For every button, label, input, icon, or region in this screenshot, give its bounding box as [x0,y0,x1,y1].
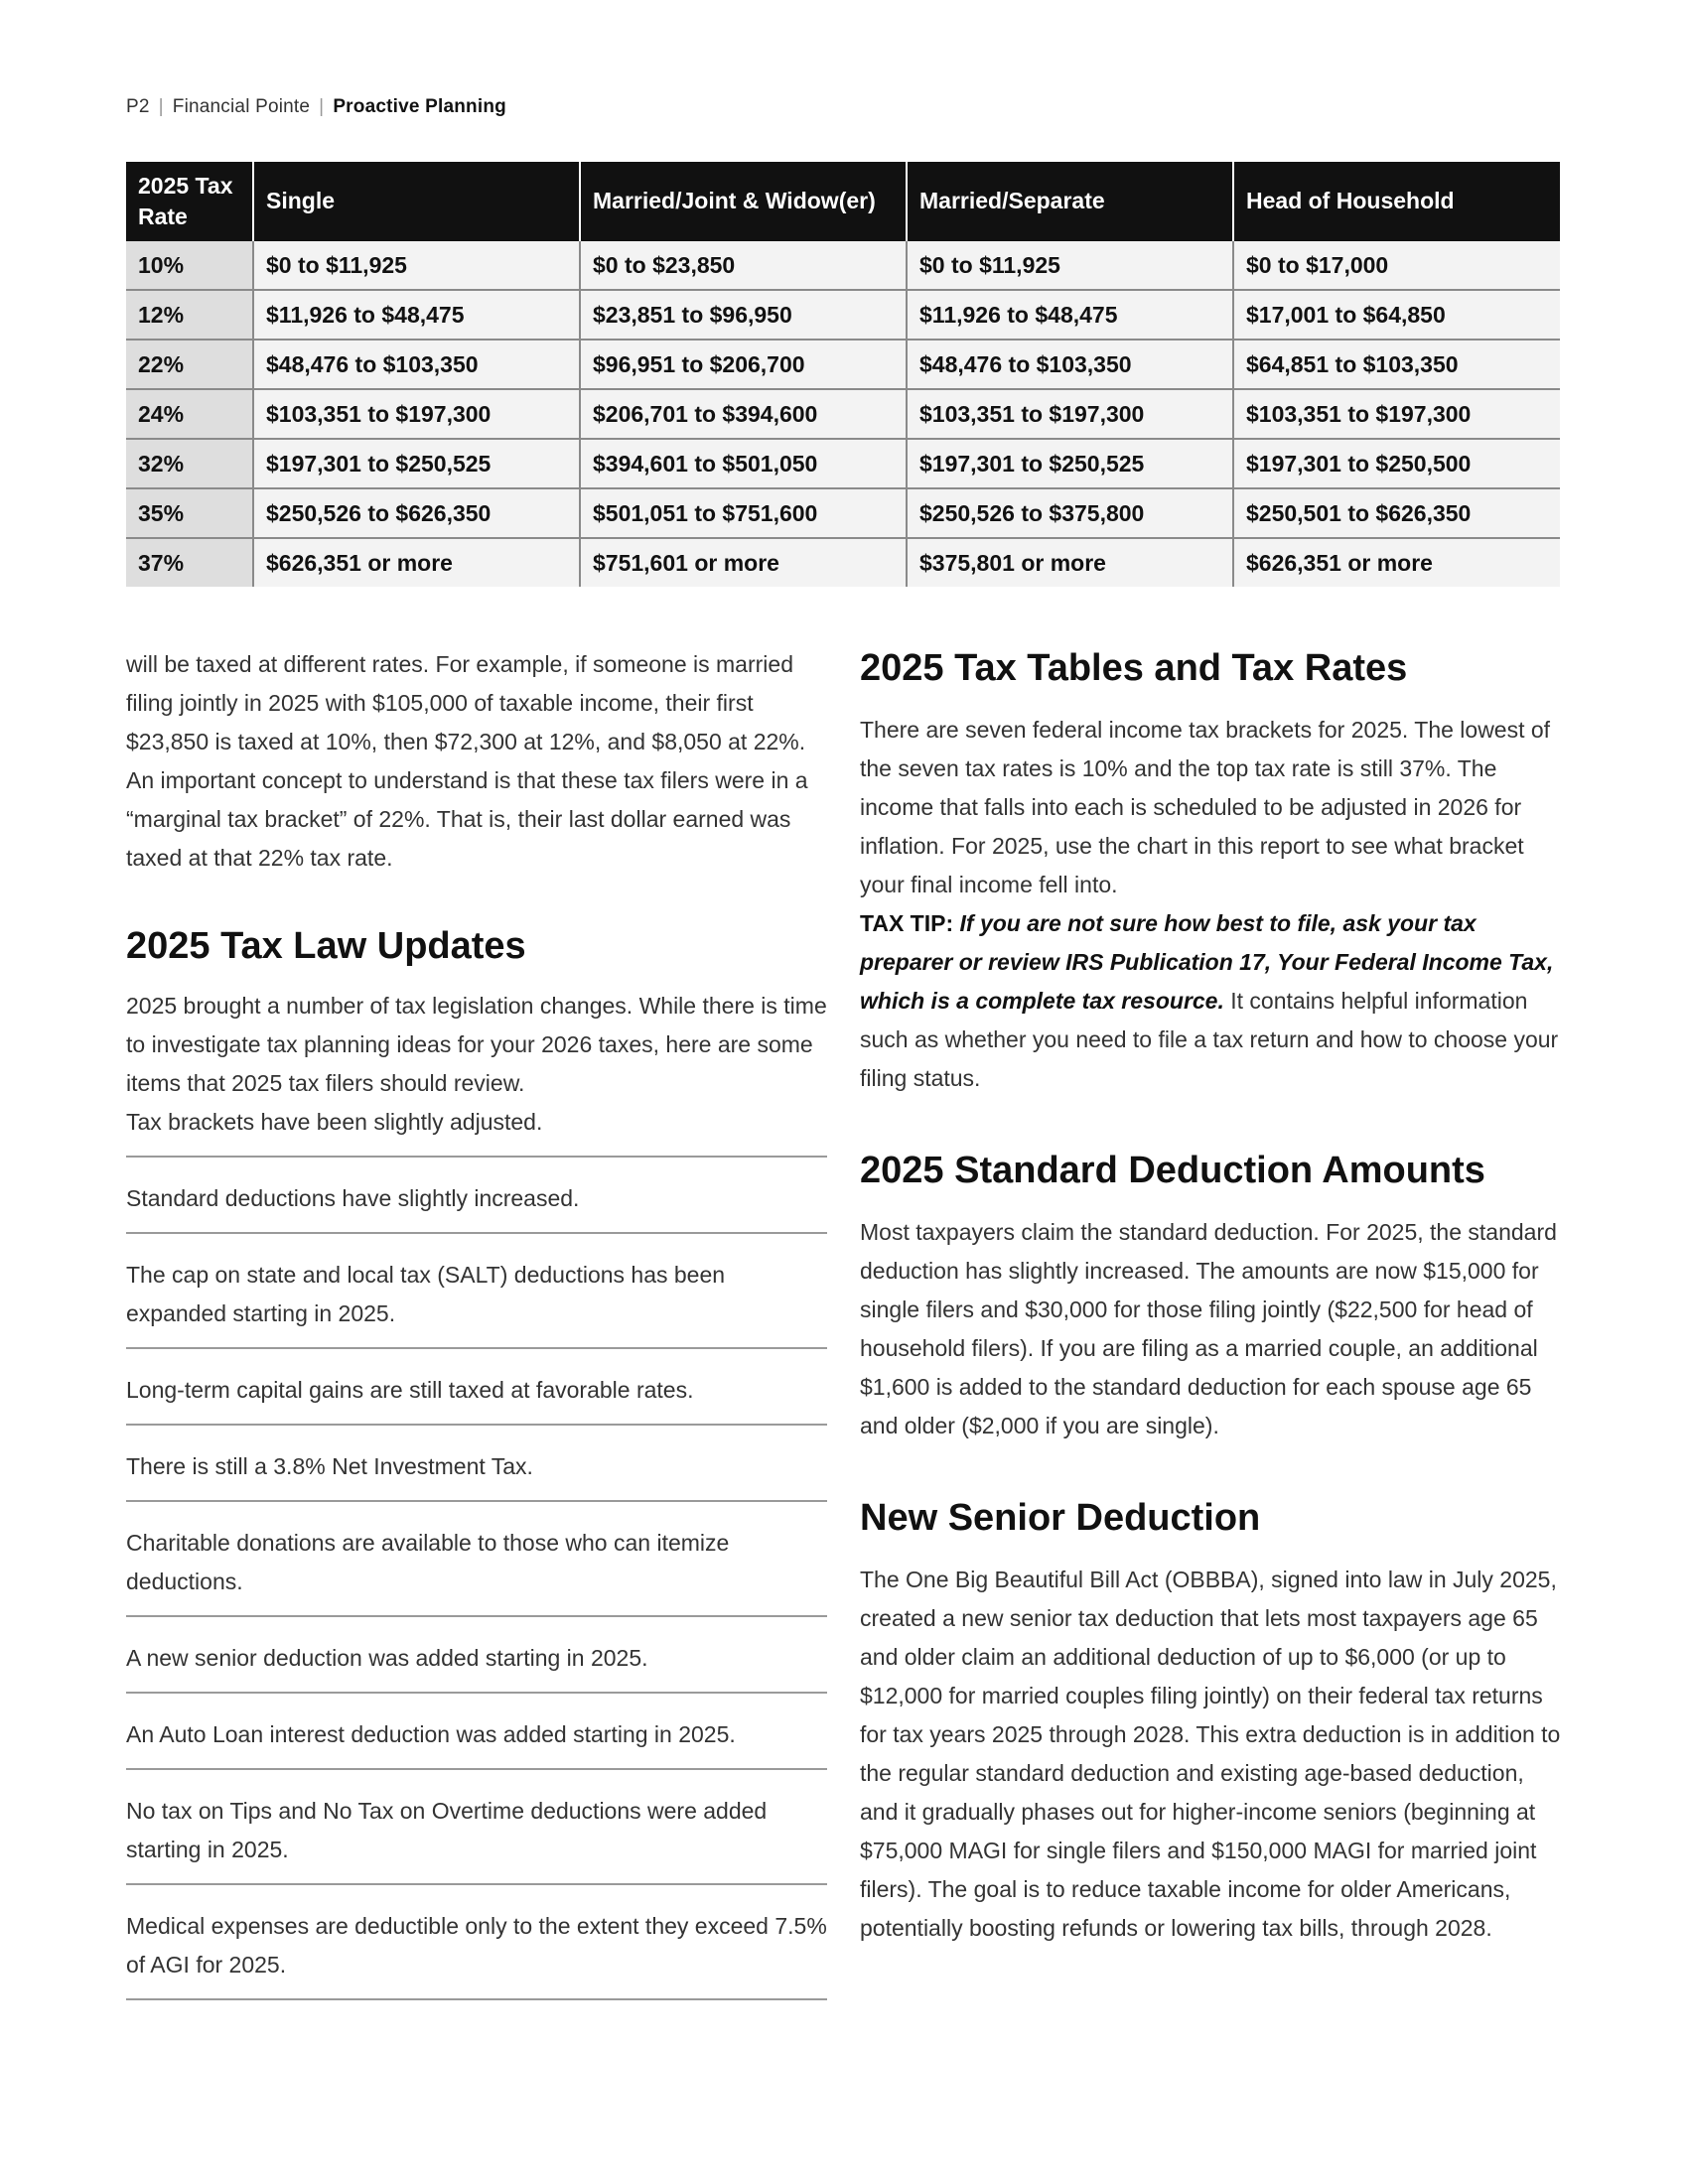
cell-married-joint: $501,051 to $751,600 [580,488,907,538]
column-header-single: Single [253,162,580,241]
cell-married-separate: $48,476 to $103,350 [907,340,1233,389]
tax-tip-rest: It contains helpful information such as whether you need to file a tax return and how to choose your filing status. [860,988,1559,1091]
header-separator: | [319,96,325,117]
tax-rate-table [126,162,1560,587]
list-item: No tax on Tips and No Tax on Overtime deductions were added starting in 2025. [126,1792,827,1885]
list-item: Medical expenses are deductible only to the extent they exceed 7.5% of AGI for 2025. [126,1907,827,2000]
list-item: A new senior deduction was added starting in 2025. [126,1639,827,1694]
tax-law-updates-list [126,1103,827,2000]
standard-deduction-heading: 2025 Standard Deduction Amounts [860,1150,1485,1191]
tax-tip [860,904,1561,1098]
tax-tip-emphasis: If you are not sure how best to file, ask your tax preparer or review IRS Publication 17, Your Federal Income Tax, which is a complete tax resource. [860,910,1554,1014]
list-item: Tax brackets have been slightly adjusted. [126,1103,827,1158]
cell-rate: 12% [126,290,253,340]
cell-head-of-household: $250,501 to $626,350 [1233,488,1560,538]
column-header-married-separate: Married/Separate [907,162,1233,241]
table-header-row [126,162,1560,241]
cell-married-separate: $0 to $11,925 [907,241,1233,290]
cell-married-joint: $0 to $23,850 [580,241,907,290]
cell-rate: 24% [126,389,253,439]
tax-tables-heading: 2025 Tax Tables and Tax Rates [860,647,1408,689]
cell-single: $197,301 to $250,525 [253,439,580,488]
list-item: Long-term capital gains are still taxed at favorable rates. [126,1371,827,1426]
cell-rate: 22% [126,340,253,389]
header-separator: | [158,96,164,117]
column-header-rate: 2025 Tax Rate [126,162,253,241]
cell-single: $103,351 to $197,300 [253,389,580,439]
cell-married-joint: $206,701 to $394,600 [580,389,907,439]
senior-deduction-paragraph: The One Big Beautiful Bill Act (OBBBA), signed into law in July 2025, created a new senior tax deduction that lets most taxpayers age 65 and older claim an additional deduction of up to $6,000 (or up to $12,000 for married couples filing jointly) on their federal tax returns for tax years 2025 through 2028. This extra deduction is in addition to the regular standard deduction and existing age-based deduction, and it gradually phases out for higher-income seniors (beginning at $75,000 MAGI for single filers and $150,000 MAGI for married joint filers). The goal is to reduce taxable income for older Americans, potentially boosting refunds or lowering tax bills, through 2028. [860,1567,1561,1941]
right-column [860,645,1561,1948]
publication-name: Financial Pointe [172,96,311,117]
cell-married-joint: $751,601 or more [580,538,907,587]
left-column [126,645,827,2022]
list-item: There is still a 3.8% Net Investment Tax. [126,1447,827,1502]
cell-single: $626,351 or more [253,538,580,587]
list-item: The cap on state and local tax (SALT) deductions has been expanded starting in 2025. [126,1256,827,1349]
cell-rate: 37% [126,538,253,587]
cell-rate: 32% [126,439,253,488]
table-row [126,538,1560,587]
cell-rate: 10% [126,241,253,290]
cell-head-of-household: $197,301 to $250,500 [1233,439,1560,488]
page-number: P2 [126,96,150,117]
cell-married-joint: $23,851 to $96,950 [580,290,907,340]
table-row [126,488,1560,538]
cell-married-separate: $11,926 to $48,475 [907,290,1233,340]
cell-head-of-household: $0 to $17,000 [1233,241,1560,290]
tax-tip-label: TAX TIP: [860,910,954,936]
cell-single: $11,926 to $48,475 [253,290,580,340]
table-row [126,439,1560,488]
table-row [126,290,1560,340]
cell-head-of-household: $103,351 to $197,300 [1233,389,1560,439]
cell-married-separate: $103,351 to $197,300 [907,389,1233,439]
table-row [126,241,1560,290]
section-name: Proactive Planning [333,96,506,117]
cell-single: $0 to $11,925 [253,241,580,290]
standard-deduction-paragraph: Most taxpayers claim the standard deduction. For 2025, the standard deduction has slightly increased. The amounts are now $15,000 for single filers and $30,000 for those filing jointly ($22,500 for head of household filers). If you are filing as a married couple, an additional $1,600 is added to the standard deduction for each spouse age 65 and older ($2,000 if you are single). [860,1219,1557,1438]
list-item: Charitable donations are available to those who can itemize deductions. [126,1524,827,1617]
cell-single: $48,476 to $103,350 [253,340,580,389]
list-item: Standard deductions have slightly increased. [126,1179,827,1234]
tax-tables-paragraph: There are seven federal income tax brackets for 2025. The lowest of the seven tax rates is 10% and the top tax rate is still 37%. The income that falls into each is scheduled to be adjusted in 2026 for inflation. For 2025, use the chart in this report to see what bracket your final income fell into. [860,717,1551,897]
page-header [126,96,506,118]
cell-married-separate: $197,301 to $250,525 [907,439,1233,488]
column-header-head-of-household: Head of Household [1233,162,1560,241]
intro-paragraph: will be taxed at different rates. For example, if someone is married filing jointly in 2025 with $105,000 of taxable income, their first $23,850 is taxed at 10%, then $72,300 at 12%, and $8,050 at 22%. An important concept to understand is that these tax filers were in a “marginal tax bracket” of 22%. That is, their last dollar earned was taxed at that 22% tax rate. [126,651,808,871]
cell-head-of-household: $17,001 to $64,850 [1233,290,1560,340]
cell-head-of-household: $64,851 to $103,350 [1233,340,1560,389]
table-row [126,389,1560,439]
cell-married-separate: $250,526 to $375,800 [907,488,1233,538]
tax-law-updates-intro: 2025 brought a number of tax legislation changes. While there is time to investigate tax planning ideas for your 2026 taxes, here are some items that 2025 tax filers should review. [126,993,827,1096]
cell-married-joint: $394,601 to $501,050 [580,439,907,488]
senior-deduction-heading: New Senior Deduction [860,1497,1261,1539]
cell-married-separate: $375,801 or more [907,538,1233,587]
tax-law-updates-heading: 2025 Tax Law Updates [126,925,526,967]
column-header-married-joint: Married/Joint & Widow(er) [580,162,907,241]
table-row [126,340,1560,389]
cell-single: $250,526 to $626,350 [253,488,580,538]
cell-head-of-household: $626,351 or more [1233,538,1560,587]
cell-rate: 35% [126,488,253,538]
cell-married-joint: $96,951 to $206,700 [580,340,907,389]
list-item: An Auto Loan interest deduction was added starting in 2025. [126,1715,827,1770]
